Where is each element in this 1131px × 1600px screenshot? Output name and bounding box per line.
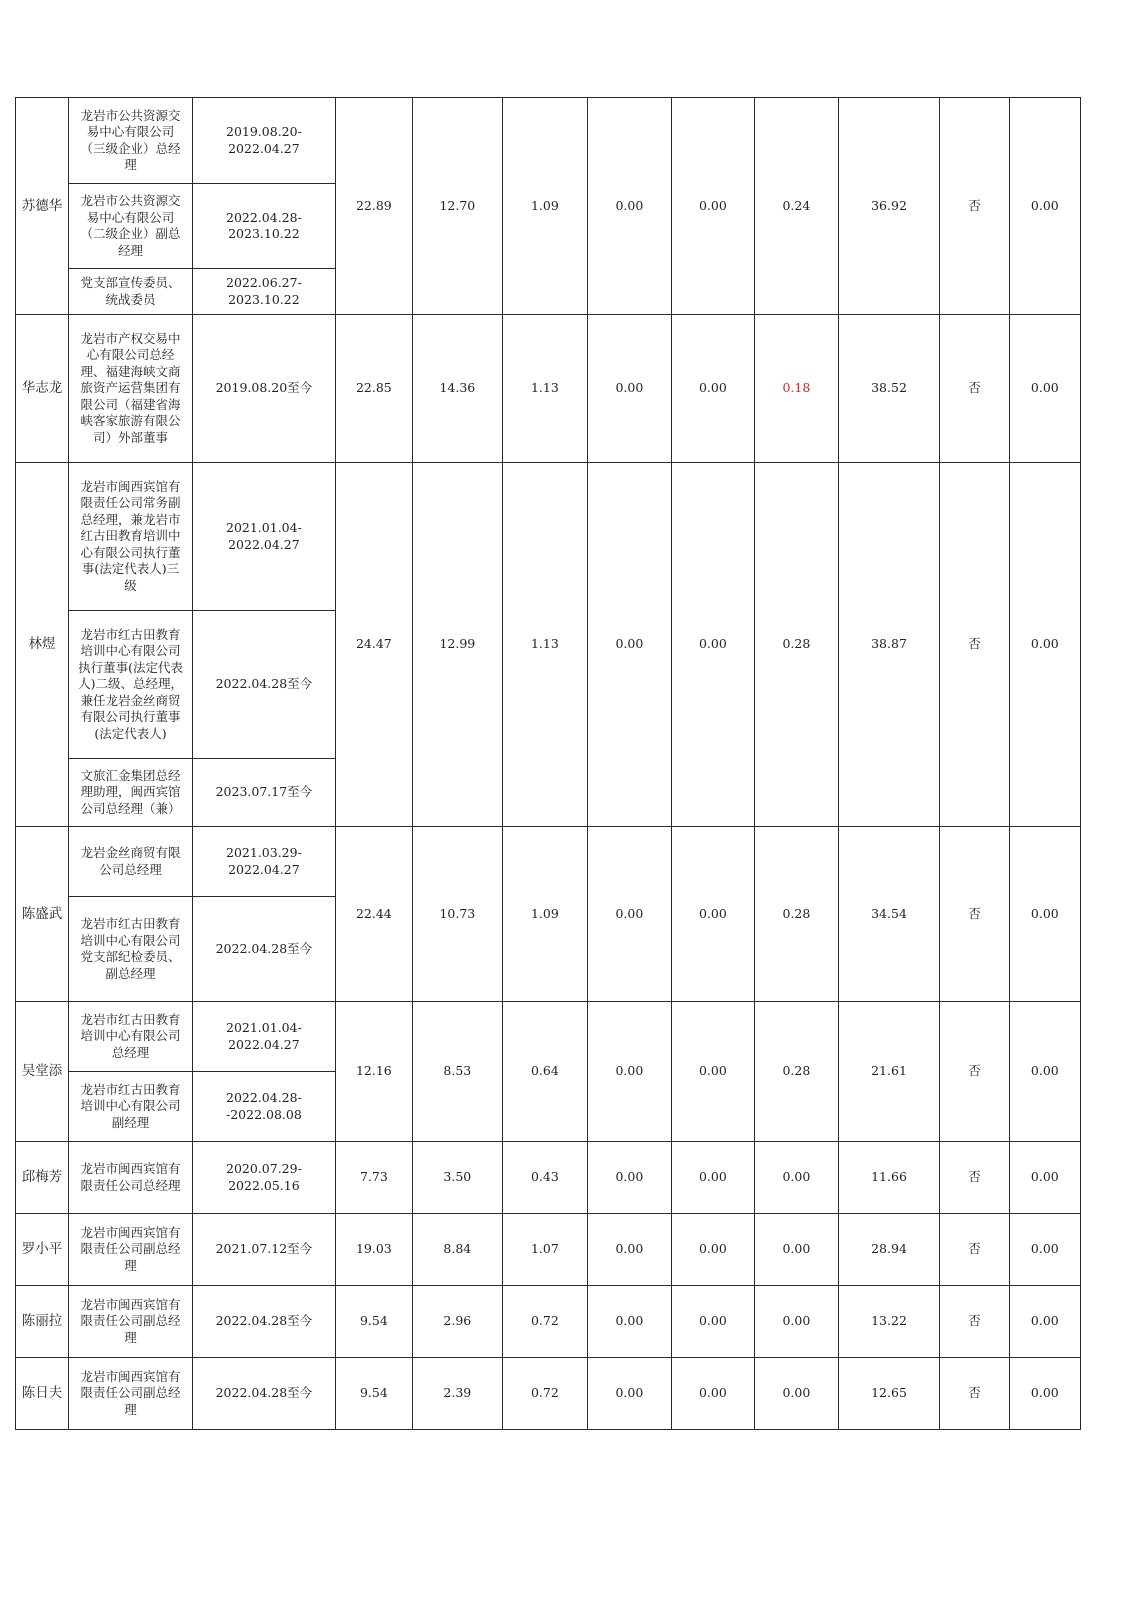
- total-cell: 13.22: [838, 1286, 940, 1358]
- flag-cell: 否: [940, 315, 1009, 463]
- flag-cell: 否: [940, 98, 1009, 315]
- position-cell: 龙岩市闽西宾馆有限责任公司总经理: [68, 1142, 192, 1214]
- value-cell: 0.00: [588, 1142, 671, 1214]
- value-cell: 0.00: [755, 1142, 838, 1214]
- period-cell: 2022.04.28--2022.08.08: [193, 1072, 336, 1142]
- value-cell: 1.07: [502, 1214, 588, 1286]
- value-cell: 0.00: [1009, 315, 1080, 463]
- person-name: 华志龙: [16, 315, 69, 463]
- value-cell: 22.89: [335, 98, 412, 315]
- value-cell: 7.73: [335, 1142, 412, 1214]
- value-cell: 10.73: [413, 827, 503, 1002]
- value-cell: 0.00: [588, 1358, 671, 1430]
- value-cell: 0.00: [671, 1286, 754, 1358]
- position-cell: 龙岩市红古田教育培训中心有限公司党支部纪检委员、副总经理: [68, 897, 192, 1002]
- total-cell: 28.94: [838, 1214, 940, 1286]
- flag-cell: 否: [940, 827, 1009, 1002]
- total-cell: 36.92: [838, 98, 940, 315]
- position-cell: 党支部宣传委员、统战委员: [68, 269, 192, 315]
- period-cell: 2022.04.28至今: [193, 611, 336, 759]
- value-cell: 0.00: [588, 827, 671, 1002]
- position-cell: 龙岩市公共资源交易中心有限公司（二级企业）副总经理: [68, 184, 192, 269]
- period-cell: 2019.08.20至今: [193, 315, 336, 463]
- value-cell: 14.36: [413, 315, 503, 463]
- table-row: [16, 1142, 1081, 1214]
- value-cell: 12.99: [413, 463, 503, 827]
- person-name: 林煜: [16, 463, 69, 827]
- value-cell: 0.00: [671, 1002, 754, 1142]
- value-cell: 0.00: [755, 1286, 838, 1358]
- person-name: 罗小平: [16, 1214, 69, 1286]
- position-cell: 龙岩市闽西宾馆有限责任公司常务副总经理，兼龙岩市红古田教育培训中心有限公司执行董事(法定代表人)三级: [68, 463, 192, 611]
- highlighted-value-cell: 0.18: [755, 315, 838, 463]
- value-cell: 0.28: [755, 827, 838, 1002]
- value-cell: 3.50: [413, 1142, 503, 1214]
- value-cell: 0.28: [755, 463, 838, 827]
- value-cell: 0.00: [588, 1286, 671, 1358]
- period-cell: 2022.06.27-2023.10.22: [193, 269, 336, 315]
- value-cell: 0.00: [671, 315, 754, 463]
- person-name: 陈日夫: [16, 1358, 69, 1430]
- compensation-table: [15, 97, 1081, 1430]
- flag-cell: 否: [940, 1142, 1009, 1214]
- position-cell: 龙岩金丝商贸有限公司总经理: [68, 827, 192, 897]
- position-cell: 龙岩市闽西宾馆有限责任公司副总经理: [68, 1286, 192, 1358]
- value-cell: 0.00: [755, 1358, 838, 1430]
- person-name: 邱梅芳: [16, 1142, 69, 1214]
- total-cell: 11.66: [838, 1142, 940, 1214]
- table-row: [16, 1358, 1081, 1430]
- flag-cell: 否: [940, 1002, 1009, 1142]
- value-cell: 8.84: [413, 1214, 503, 1286]
- value-cell: 9.54: [335, 1358, 412, 1430]
- value-cell: 0.00: [671, 1358, 754, 1430]
- value-cell: 0.72: [502, 1358, 588, 1430]
- period-cell: 2022.04.28至今: [193, 1286, 336, 1358]
- value-cell: 0.00: [671, 463, 754, 827]
- value-cell: 22.44: [335, 827, 412, 1002]
- total-cell: 38.87: [838, 463, 940, 827]
- table-row: [16, 98, 1081, 184]
- person-name: 陈丽拉: [16, 1286, 69, 1358]
- value-cell: 0.00: [671, 1214, 754, 1286]
- value-cell: 0.00: [1009, 827, 1080, 1002]
- position-cell: 龙岩市闽西宾馆有限责任公司副总经理: [68, 1214, 192, 1286]
- value-cell: 0.24: [755, 98, 838, 315]
- value-cell: 0.00: [1009, 1358, 1080, 1430]
- flag-cell: 否: [940, 1214, 1009, 1286]
- period-cell: 2019.08.20-2022.04.27: [193, 98, 336, 184]
- value-cell: 8.53: [413, 1002, 503, 1142]
- flag-cell: 否: [940, 1286, 1009, 1358]
- period-cell: 2021.07.12至今: [193, 1214, 336, 1286]
- total-cell: 21.61: [838, 1002, 940, 1142]
- total-cell: 34.54: [838, 827, 940, 1002]
- flag-cell: 否: [940, 1358, 1009, 1430]
- value-cell: 0.00: [671, 1142, 754, 1214]
- position-cell: 龙岩市产权交易中心有限公司总经理、福建海峡文商旅资产运营集团有限公司（福建省海峡客家旅游有限公司）外部董事: [68, 315, 192, 463]
- value-cell: 0.00: [588, 463, 671, 827]
- value-cell: 0.00: [671, 827, 754, 1002]
- value-cell: 2.39: [413, 1358, 503, 1430]
- value-cell: 1.13: [502, 463, 588, 827]
- value-cell: 0.64: [502, 1002, 588, 1142]
- value-cell: 12.70: [413, 98, 503, 315]
- value-cell: 0.00: [755, 1214, 838, 1286]
- value-cell: 24.47: [335, 463, 412, 827]
- value-cell: 0.43: [502, 1142, 588, 1214]
- period-cell: 2023.07.17至今: [193, 759, 336, 827]
- value-cell: 0.00: [1009, 463, 1080, 827]
- person-name: 苏德华: [16, 98, 69, 315]
- value-cell: 12.16: [335, 1002, 412, 1142]
- value-cell: 0.28: [755, 1002, 838, 1142]
- value-cell: 0.00: [1009, 1142, 1080, 1214]
- value-cell: 0.00: [1009, 1214, 1080, 1286]
- period-cell: 2022.04.28至今: [193, 897, 336, 1002]
- period-cell: 2022.04.28至今: [193, 1358, 336, 1430]
- period-cell: 2021.01.04-2022.04.27: [193, 1002, 336, 1072]
- position-cell: 文旅汇金集团总经理助理，闽西宾馆公司总经理（兼）: [68, 759, 192, 827]
- period-cell: 2020.07.29-2022.05.16: [193, 1142, 336, 1214]
- value-cell: 0.00: [1009, 1286, 1080, 1358]
- value-cell: 1.09: [502, 98, 588, 315]
- total-cell: 38.52: [838, 315, 940, 463]
- value-cell: 0.00: [588, 1214, 671, 1286]
- value-cell: 0.00: [1009, 1002, 1080, 1142]
- value-cell: 22.85: [335, 315, 412, 463]
- table-row: [16, 827, 1081, 897]
- table-row: [16, 1214, 1081, 1286]
- value-cell: 19.03: [335, 1214, 412, 1286]
- value-cell: 1.09: [502, 827, 588, 1002]
- value-cell: 0.00: [1009, 98, 1080, 315]
- total-cell: 12.65: [838, 1358, 940, 1430]
- position-cell: 龙岩市红古田教育培训中心有限公司副经理: [68, 1072, 192, 1142]
- position-cell: 龙岩市闽西宾馆有限责任公司副总经理: [68, 1358, 192, 1430]
- value-cell: 0.00: [588, 315, 671, 463]
- period-cell: 2021.03.29-2022.04.27: [193, 827, 336, 897]
- table-row: [16, 1286, 1081, 1358]
- value-cell: 9.54: [335, 1286, 412, 1358]
- period-cell: 2022.04.28-2023.10.22: [193, 184, 336, 269]
- table-row: [16, 1002, 1081, 1072]
- position-cell: 龙岩市红古田教育培训中心有限公司执行董事(法定代表人)二级、总经理，兼任龙岩金丝商贸有限公司执行董事(法定代表人): [68, 611, 192, 759]
- value-cell: 0.00: [671, 98, 754, 315]
- table-row: [16, 463, 1081, 611]
- value-cell: 1.13: [502, 315, 588, 463]
- value-cell: 0.00: [588, 1002, 671, 1142]
- person-name: 陈盛武: [16, 827, 69, 1002]
- position-cell: 龙岩市红古田教育培训中心有限公司总经理: [68, 1002, 192, 1072]
- value-cell: 2.96: [413, 1286, 503, 1358]
- person-name: 吴堂添: [16, 1002, 69, 1142]
- value-cell: 0.00: [588, 98, 671, 315]
- value-cell: 0.72: [502, 1286, 588, 1358]
- position-cell: 龙岩市公共资源交易中心有限公司（三级企业）总经理: [68, 98, 192, 184]
- period-cell: 2021.01.04-2022.04.27: [193, 463, 336, 611]
- table-row: [16, 315, 1081, 463]
- flag-cell: 否: [940, 463, 1009, 827]
